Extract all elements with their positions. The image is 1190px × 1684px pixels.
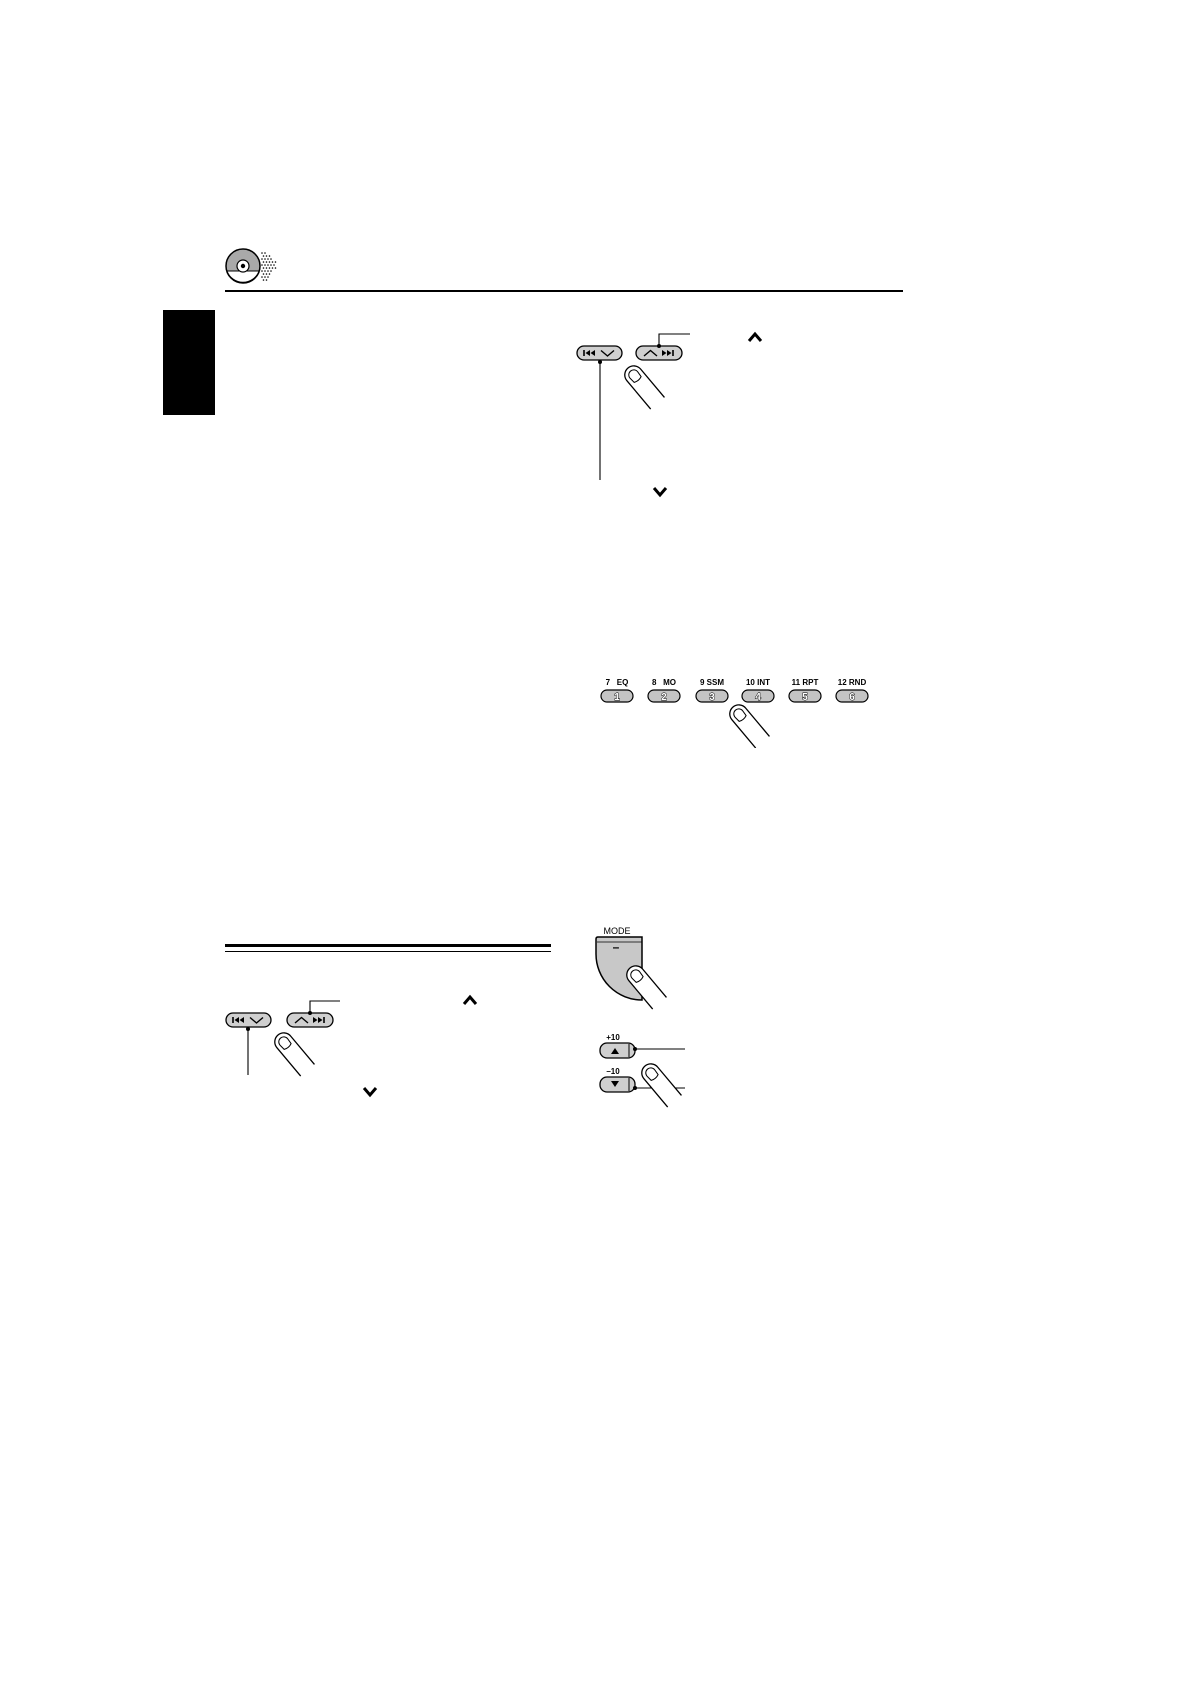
spray-dot — [269, 261, 271, 263]
chevron-up-icon — [749, 334, 761, 341]
spray-dots — [261, 252, 276, 281]
spray-dot — [269, 255, 271, 257]
preset-label: 9 SSM — [699, 678, 725, 687]
spray-dot — [275, 267, 277, 269]
spray-dot — [264, 252, 266, 254]
plus10-button — [600, 1043, 635, 1058]
spray-dot — [267, 264, 269, 266]
spray-dot — [263, 261, 265, 263]
spray-dot — [266, 279, 268, 281]
button-body — [287, 1013, 333, 1027]
spray-dot — [272, 261, 274, 263]
spray-dot — [275, 261, 277, 263]
minus10-label: –10 — [606, 1067, 620, 1076]
spray-dot — [266, 261, 268, 263]
callout-line — [659, 334, 690, 346]
preset-number: 6 — [849, 692, 855, 703]
preset-number: 5 — [802, 692, 808, 703]
button-body — [600, 1077, 635, 1092]
side-tab — [163, 310, 215, 415]
mode-button-diagram — [588, 918, 708, 1010]
spray-dot — [267, 258, 269, 260]
prev-track-button — [577, 346, 622, 360]
spray-dot — [263, 267, 265, 269]
chevron-down-icon — [654, 488, 666, 495]
cd-disc-icon — [224, 246, 280, 286]
spray-dot — [266, 267, 268, 269]
spray-dot — [273, 264, 275, 266]
chevron-up-icon — [464, 997, 476, 1004]
spray-dot — [261, 258, 263, 260]
callout-line — [310, 1001, 340, 1013]
finger-icon — [726, 701, 769, 748]
skip10-buttons-diagram — [588, 1025, 698, 1113]
button-body — [636, 346, 682, 360]
spray-dot — [261, 264, 263, 266]
spray-dot — [270, 264, 272, 266]
spray-dot — [263, 255, 265, 257]
finger-icon — [638, 1060, 681, 1107]
preset-label: 12 RND — [837, 678, 867, 687]
spray-dot — [261, 270, 263, 272]
skip-bar — [232, 1017, 234, 1023]
mode-symbol: – — [612, 940, 620, 954]
spray-dot — [266, 255, 268, 257]
section-divider-thick — [225, 944, 551, 947]
skip-bar — [323, 1017, 325, 1023]
spray-dot — [264, 264, 266, 266]
finger-icon — [621, 362, 664, 409]
preset-label: 7 EQ — [605, 678, 629, 687]
spray-dot — [264, 270, 266, 272]
spray-dot — [261, 252, 263, 254]
spray-dot — [270, 270, 272, 272]
spray-dot — [269, 267, 271, 269]
spray-dot — [264, 258, 266, 260]
preset-buttons-diagram — [590, 668, 880, 748]
spray-dot — [267, 270, 269, 272]
next-track-button — [636, 346, 682, 360]
preset-number: 4 — [755, 692, 761, 703]
button-body — [600, 1043, 635, 1058]
mode-label: MODE — [603, 926, 631, 936]
spray-dot — [269, 273, 271, 275]
spray-dot — [266, 273, 268, 275]
spray-dot — [263, 273, 265, 275]
prev-track-button — [226, 1013, 271, 1027]
header-rule — [225, 290, 903, 292]
skip-bar — [583, 350, 585, 356]
next-track-button — [287, 1013, 333, 1027]
preset-number: 1 — [614, 692, 620, 703]
spray-dot — [261, 276, 263, 278]
minus10-button — [600, 1077, 635, 1092]
finger-icon — [271, 1029, 314, 1076]
preset-number: 3 — [709, 692, 715, 703]
disc-hole — [241, 264, 245, 268]
chevron-down-icon — [364, 1088, 376, 1095]
disc-highlight — [227, 271, 259, 282]
preset-label: 10 INT — [745, 678, 771, 687]
spray-dot — [272, 267, 274, 269]
section-divider-thin — [225, 951, 551, 952]
spray-dot — [264, 276, 266, 278]
preset-label: 8 MO — [651, 678, 677, 687]
preset-number: 2 — [661, 692, 667, 703]
skip-bar — [672, 350, 674, 356]
spray-dot — [270, 258, 272, 260]
spray-dot — [267, 276, 269, 278]
plus10-label: +10 — [606, 1033, 620, 1042]
preset-label: 11 RPT — [791, 678, 819, 687]
track-buttons-diagram-top — [560, 320, 780, 505]
track-buttons-diagram-bottom — [210, 990, 490, 1102]
spray-dot — [263, 279, 265, 281]
